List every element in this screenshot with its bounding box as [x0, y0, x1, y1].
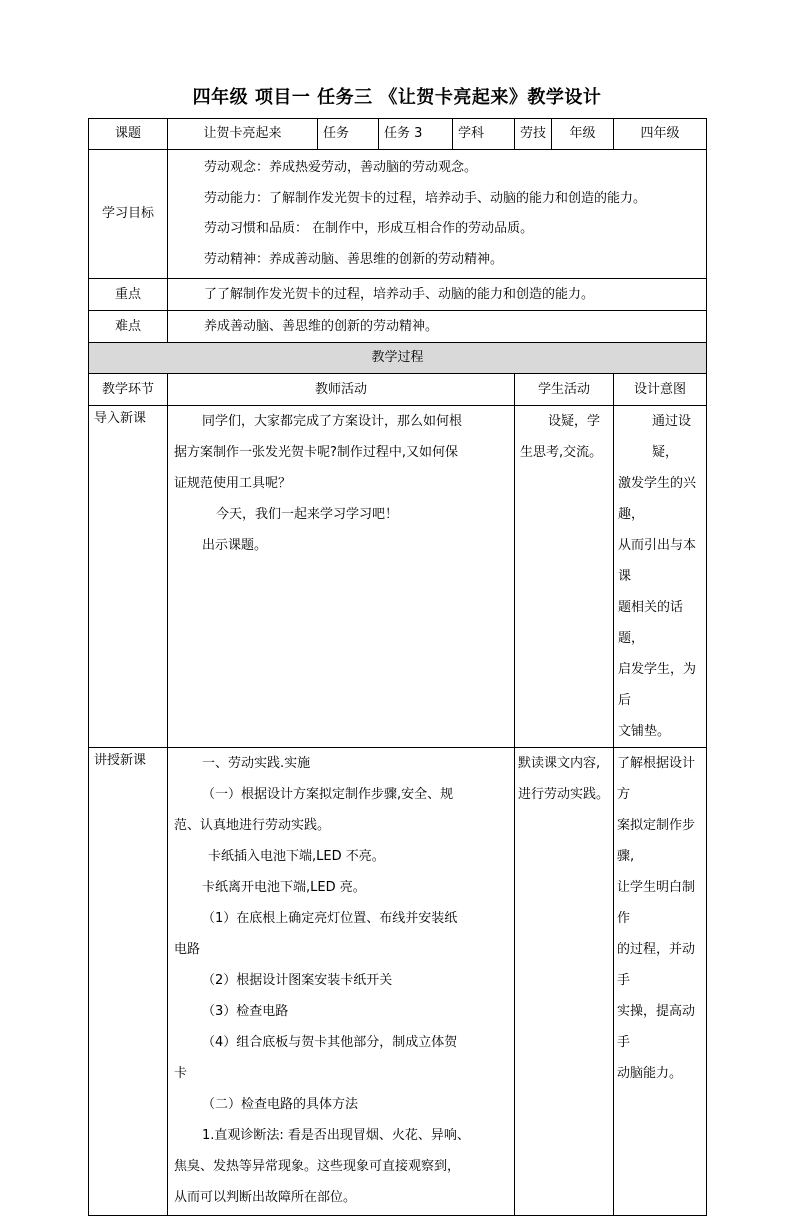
intro-intent-line: 激发学生的兴趣，: [618, 476, 697, 522]
lecture-student-line: 进行劳动实践。: [518, 787, 610, 802]
lecture-teacher-line: 从而可以判断出故障所在部位。: [174, 1190, 357, 1205]
key-point-text: 了了解制作发光贺卡的过程，培养动手、动脑的能力和创造的能力。: [168, 279, 707, 311]
lecture-teacher-line: （3）检查电路: [202, 1004, 289, 1019]
process-header-row: [89, 374, 707, 406]
lecture-student: [515, 748, 614, 1216]
lecture-teacher-line: （一）根据设计方案拟定制作步骤,安全、规: [202, 787, 454, 802]
lecture-teacher-line: 卡纸插入电池下端,LED 不亮。: [208, 849, 385, 864]
process-section-row: [89, 343, 707, 374]
intro-student-line: 生思考,交流。: [520, 445, 603, 460]
lecture-intent-line: 实操，提高动手: [617, 1004, 696, 1050]
task-value: 任务 3: [379, 119, 453, 150]
lesson-plan-table: [88, 118, 707, 1216]
intro-teacher-line: 据方案制作一张发光贺卡呢?制作过程中,又如何保: [174, 445, 459, 460]
difficulty-row: [89, 311, 707, 343]
lecture-student-line: 默读课文内容,: [518, 756, 601, 771]
lecture-teacher-line: 卡纸离开电池下端,LED 亮。: [202, 880, 366, 895]
grade-value: 四年级: [614, 119, 707, 150]
header-intent: 设计意图: [614, 374, 707, 406]
label-grade: 年级: [552, 119, 614, 150]
intro-teacher-line: 今天，我们一起来学习学习吧！: [216, 507, 399, 522]
label-task: 任务: [318, 119, 379, 150]
lecture-teacher-line: 焦臭、发热等异常现象。这些现象可直接观察到，: [174, 1159, 461, 1174]
lecture-intent-line: 让学生明白制作: [617, 880, 696, 926]
key-point-label: 重点: [89, 279, 168, 311]
intro-student-line: 设疑，学: [548, 414, 601, 429]
lecture-intent-line: 的过程，并动手: [617, 942, 696, 988]
lecture-row: [89, 748, 707, 1216]
lecture-teacher-line: 卡: [174, 1066, 188, 1081]
lecture-teacher-line: （2）根据设计图案安装卡纸开关: [202, 973, 393, 988]
intro-intent-line: 文铺垫。: [618, 724, 671, 739]
lecture-intent-line: 动脑能力。: [617, 1066, 683, 1081]
intro-teacher-line: 证规范使用工具呢？: [174, 476, 292, 491]
intro-teacher: [168, 406, 515, 748]
difficulty-label: 难点: [89, 311, 168, 343]
lecture-teacher-line: （二）检查电路的具体方法: [202, 1097, 359, 1112]
goals-label: 学习目标: [89, 150, 168, 279]
intro-teacher-line: 同学们，大家都完成了方案设计，那么如何根: [202, 414, 463, 429]
header-stage: 教学环节: [89, 374, 168, 406]
intro-row: [89, 406, 707, 748]
lecture-intent-line: 案拟定制作步骤,: [617, 818, 696, 864]
process-section-title: 教学过程: [89, 343, 707, 374]
topic-value: 让贺卡亮起来: [168, 119, 318, 150]
label-topic: 课题: [89, 119, 168, 150]
goal-item: 劳动习惯和品质： 在制作中，形成互相合作的劳动品质。: [204, 221, 534, 236]
intro-intent-line: 题相关的话题，: [618, 600, 684, 646]
info-row: [89, 119, 707, 150]
lecture-teacher-line: （1）在底根上确定亮灯位置、布线并安装纸: [202, 911, 458, 926]
intro-stage: 导入新课: [89, 406, 168, 748]
goals-row: [89, 150, 707, 279]
intro-intent-line: 从而引出与本课: [618, 538, 697, 584]
header-student: 学生活动: [515, 374, 614, 406]
key-point-row: [89, 279, 707, 311]
lecture-stage: 讲授新课: [89, 748, 168, 1216]
lecture-teacher-line: 范、认真地进行劳动实践。: [174, 818, 331, 833]
goal-item: 劳动精神：养成善动脑、善思维的创新的劳动精神。: [204, 251, 504, 267]
goal-item: 劳动观念：养成热爱劳动，善动脑的劳动观念。: [204, 160, 478, 175]
lecture-teacher-line: 电路: [174, 942, 201, 957]
lecture-teacher: [168, 748, 515, 1216]
document-title: 四年级 项目一 任务三 《让贺卡亮起来》教学设计: [192, 87, 602, 108]
goals-list: [168, 150, 707, 279]
header-teacher: 教师活动: [168, 374, 515, 406]
goal-item: 劳动能力：了解制作发光贺卡的过程，培养动手、动脑的能力和创造的能力。: [204, 190, 647, 206]
lecture-intent: [614, 748, 707, 1216]
difficulty-text: 养成善动脑、善思维的创新的劳动精神。: [168, 311, 707, 343]
intro-intent-line: 通过设疑，: [652, 414, 692, 460]
intro-intent: [614, 406, 707, 748]
lecture-intent-line: 了解根据设计方: [617, 756, 696, 802]
lecture-teacher-line: 1.直观诊断法: 看是否出现冒烟、火花、异响、: [202, 1128, 470, 1143]
intro-teacher-line: 出示课题。: [202, 538, 268, 553]
intro-intent-line: 启发学生，为后: [618, 662, 697, 708]
lecture-teacher-line: （4）组合底板与贺卡其他部分，制成立体贺: [202, 1035, 458, 1050]
subject-value: 劳技: [515, 119, 552, 150]
intro-student: [515, 406, 614, 748]
lecture-teacher-line: 一、劳动实践.实施: [202, 756, 311, 771]
label-subject: 学科: [453, 119, 515, 150]
